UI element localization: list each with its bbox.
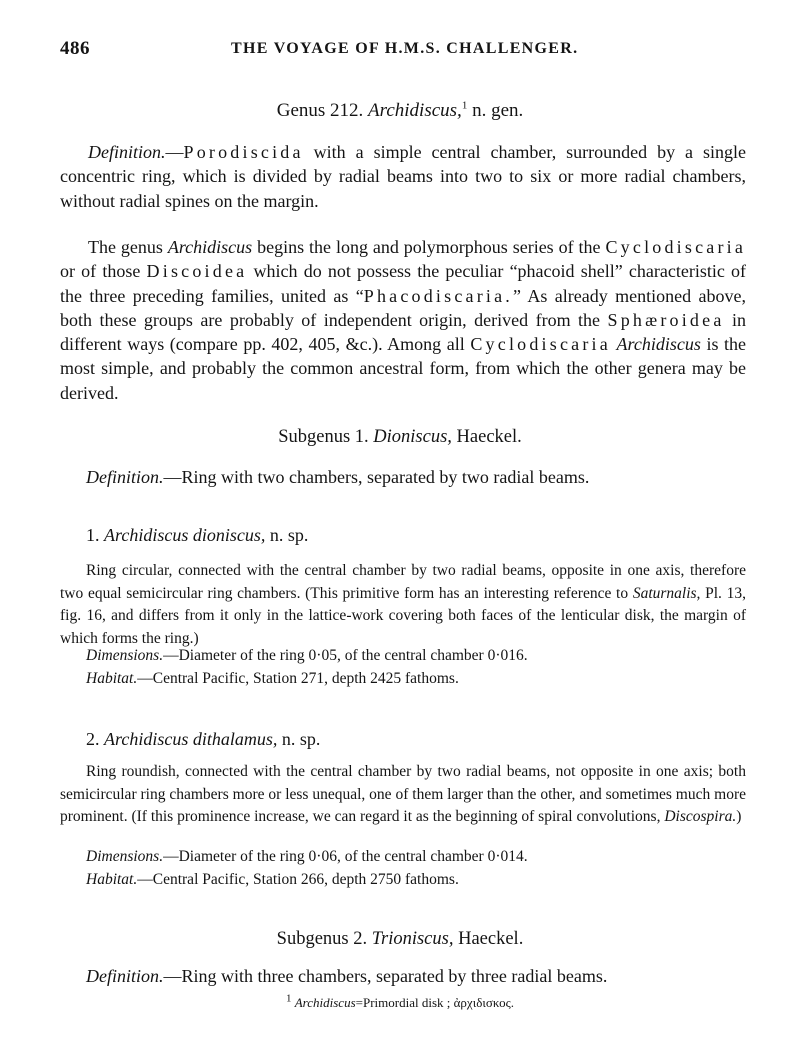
- species-2-desc-2: ): [736, 808, 742, 825]
- species-2-suffix: n. sp.: [281, 729, 321, 749]
- species-2-ref: Discospira.: [664, 808, 737, 825]
- genus-name: Archidiscus,: [368, 100, 462, 121]
- group-name: Porodiscida: [183, 142, 304, 162]
- genus-heading: [80, 100, 720, 122]
- dimensions-label: Dimensions.: [86, 848, 164, 865]
- subgenus-2-def-label: Definition.: [86, 966, 164, 986]
- species-1-desc-2: Pl. 13, fig. 16, and differs from it only in the lattice-work covering both faces of the lenticular disk, the margin of which forms the ring.): [60, 584, 746, 647]
- page-header: [60, 38, 760, 64]
- species-2-dimensions: [86, 846, 528, 868]
- habitat-text: —Central Pacific, Station 271, depth 2425 fathoms.: [137, 670, 459, 687]
- dimensions-text: —Diameter of the ring 0·05, of the central chamber 0·016.: [163, 647, 528, 664]
- page-number: 486: [60, 38, 90, 59]
- footnote-ref: 1: [461, 99, 468, 112]
- genus-ref-1: Archidiscus: [167, 237, 253, 257]
- genus-suffix: n. gen.: [472, 100, 524, 121]
- definition-dash: —: [165, 142, 184, 162]
- species-2-heading: [86, 729, 320, 750]
- subgenus-2-prefix: Subgenus 2.: [276, 929, 368, 949]
- body-text-5: ” As already mentioned above, both these groups are probably of independent origin, derived from the: [60, 285, 746, 330]
- subgenus-2-author: Haeckel.: [458, 929, 524, 949]
- subgenus-1-prefix: Subgenus 1.: [278, 427, 369, 447]
- body-text-4: which do not possess the peculiar “phacoid shell” characteristic of the three preceding families, united as “: [60, 261, 747, 306]
- species-1-number: 1.: [86, 525, 100, 545]
- habitat-text: —Central Pacific, Station 266, depth 2750 fathoms.: [137, 871, 459, 888]
- body-paragraph: [60, 235, 746, 405]
- group-ref-4: Sphæroidea: [607, 309, 725, 330]
- genus-ref-2: Archidiscus: [616, 334, 701, 355]
- species-2-name: Archidiscus dithalamus,: [104, 729, 278, 749]
- group-ref-2: Discoidea: [146, 261, 248, 282]
- subgenus-1-definition: [86, 465, 746, 489]
- subgenus-1-name: Dioniscus,: [373, 427, 452, 447]
- subgenus-2-name: Trioniscus,: [371, 929, 454, 949]
- subgenus-2-heading: [80, 929, 720, 950]
- species-1-heading: [86, 525, 308, 546]
- group-ref-1: Cyclodiscaria: [605, 237, 747, 257]
- species-1-habitat: [86, 668, 459, 690]
- genus-definition: [60, 140, 746, 213]
- subgenus-1-heading: [80, 427, 720, 448]
- definition-text: with a simple central chamber, surrounded by a single concentric ring, which is divided by radial beams into two to six or more radial chambers, without radial spines on the margin.: [60, 142, 746, 211]
- species-1-ref: Saturnalis,: [632, 584, 701, 602]
- species-1-suffix: n. sp.: [269, 525, 309, 545]
- species-2-habitat: [86, 869, 459, 891]
- group-ref-5: Cyclodiscaria: [470, 334, 611, 355]
- group-ref-3: Phacodiscaria.: [363, 285, 513, 306]
- footnote-term: Archidiscus: [294, 995, 356, 1010]
- subgenus-2-def-text: —Ring with three chambers, separated by three radial beams.: [163, 966, 608, 986]
- species-1-name: Archidiscus dioniscus,: [104, 525, 266, 545]
- footnote-mark: 1: [285, 992, 292, 1005]
- species-1-dimensions: [86, 645, 528, 667]
- body-text-6: in different ways (compare pp. 402, 405, &c.). Among all: [60, 309, 746, 355]
- species-2-description: [60, 761, 746, 829]
- subgenus-2-definition: [86, 964, 746, 988]
- footnote: [0, 992, 800, 1011]
- species-1-description: [60, 560, 746, 650]
- running-title: THE VOYAGE OF H.M.S. CHALLENGER.: [231, 40, 579, 57]
- species-1-desc-1: Ring circular, connected with the central chamber by two radial beams, opposite in one axis, therefore two equal semicircular ring chambers. (This primitive form has an interesting reference to: [60, 562, 746, 602]
- body-text-1: The genus: [88, 237, 163, 257]
- dimensions-label: Dimensions.: [86, 647, 164, 664]
- body-text-2: begins the long and polymorphous series of the: [257, 237, 601, 257]
- species-2-desc-1: Ring roundish, connected with the central chamber by two radial beams, not opposite in one axis; both semicircular ring chambers more or less unequal, one of them larger than the other, and sometimes much more prominent. (If this prominence increase, we can regard it as the beginning of spiral convolutions,: [60, 763, 746, 825]
- body-text-8: is the most simple, and probably the common ancestral form, from which the other genera may be derived.: [60, 334, 747, 403]
- subgenus-1-author: Haeckel.: [456, 427, 522, 447]
- genus-prefix: Genus 212.: [276, 100, 364, 121]
- habitat-label: Habitat.: [86, 670, 138, 687]
- footnote-greek: ἀρχιδισκος.: [453, 995, 514, 1010]
- dimensions-text: —Diameter of the ring 0·06, of the central chamber 0·014.: [163, 848, 528, 865]
- habitat-label: Habitat.: [86, 871, 138, 888]
- species-2-number: 2.: [86, 729, 100, 749]
- subgenus-1-def-label: Definition.: [86, 467, 164, 487]
- subgenus-1-def-text: —Ring with two chambers, separated by two radial beams.: [163, 467, 590, 487]
- body-text-3: or of those: [60, 261, 141, 282]
- footnote-text: =Primordial disk ;: [355, 995, 451, 1010]
- definition-label: Definition.: [88, 142, 166, 162]
